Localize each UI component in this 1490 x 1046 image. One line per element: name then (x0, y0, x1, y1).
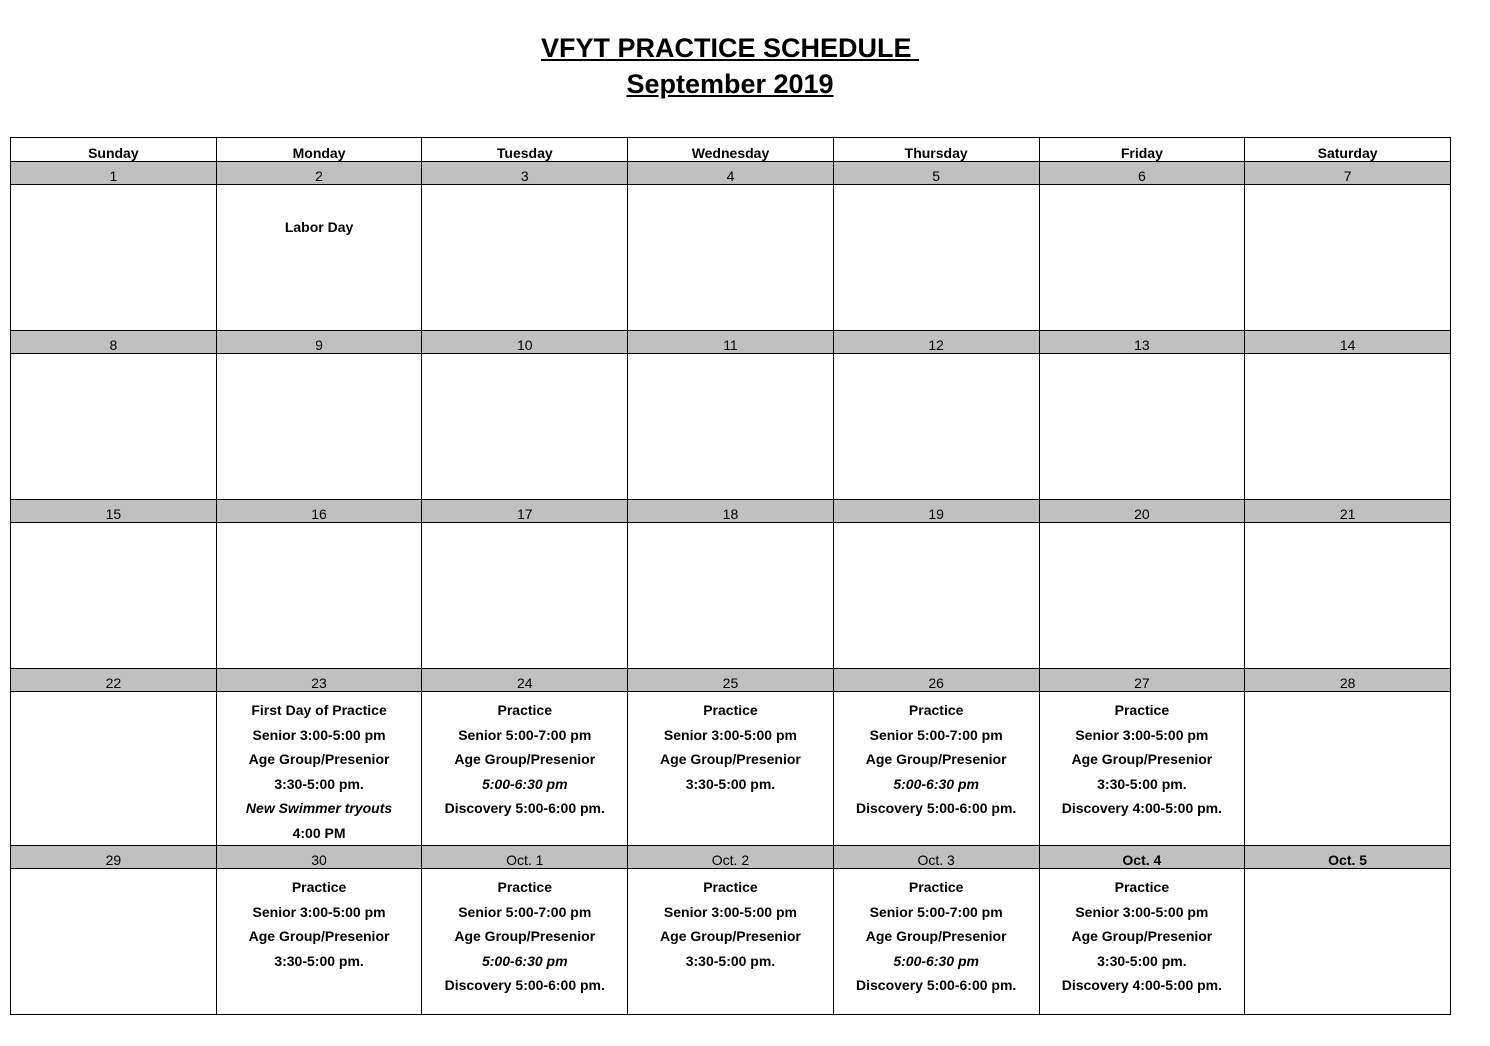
event-line: Senior 5:00-7:00 pm (458, 903, 592, 920)
day-events (11, 523, 216, 529)
day-content-row (11, 354, 1451, 500)
day-events (1040, 185, 1245, 191)
event-line: 5:00-6:30 pm (481, 952, 568, 969)
day-cell (422, 692, 628, 846)
date-number: 29 (11, 846, 217, 869)
event-line: Discovery 5:00-6:00 pm. (856, 977, 1017, 993)
date-number: 9 (216, 331, 422, 354)
event-line: Age Group/Presenior (865, 928, 1007, 944)
date-number: 8 (11, 331, 217, 354)
event-line: Age Group/Presenior (1071, 928, 1213, 944)
day-events (217, 354, 422, 360)
event-line: Senior 3:00-5:00 pm (1075, 726, 1209, 743)
day-events (834, 692, 1039, 821)
day-cell (628, 869, 834, 1015)
day-events (1245, 869, 1450, 875)
day-cell (833, 185, 1039, 331)
event-line: 3:30-5:00 pm. (685, 775, 776, 792)
date-number: 21 (1245, 500, 1451, 523)
event-line: 3:30-5:00 pm. (685, 952, 776, 969)
day-events (11, 692, 216, 698)
day-events (422, 869, 627, 998)
day-cell (422, 185, 628, 331)
event-line: Senior 3:00-5:00 pm (252, 903, 386, 920)
date-number: 19 (833, 500, 1039, 523)
date-number: Oct. 3 (833, 846, 1039, 869)
day-cell (1245, 523, 1451, 669)
day-cell (216, 354, 422, 500)
day-cell (11, 523, 217, 669)
day-cell (1245, 185, 1451, 331)
date-number: 2 (216, 162, 422, 185)
date-number: 26 (833, 669, 1039, 692)
page-subtitle: September 2019 (626, 69, 834, 99)
weekday-friday: Friday (1039, 138, 1245, 162)
day-events (628, 354, 833, 360)
date-number: 20 (1039, 500, 1245, 523)
date-number: Oct. 4 (1039, 846, 1245, 869)
date-number: 22 (11, 669, 217, 692)
day-events (11, 354, 216, 360)
day-events (834, 523, 1039, 529)
event-line: Age Group/Presenior (454, 928, 596, 944)
day-events (628, 185, 833, 191)
date-number: 28 (1245, 669, 1451, 692)
day-cell (11, 869, 217, 1015)
weekday-sunday: Sunday (11, 138, 217, 162)
event-line: 3:30-5:00 pm. (274, 775, 364, 792)
event-line: Senior 3:00-5:00 pm (252, 726, 386, 743)
day-cell (833, 354, 1039, 500)
weekday-monday: Monday (216, 138, 422, 162)
day-cell (11, 354, 217, 500)
date-number: 16 (216, 500, 422, 523)
date-number: 27 (1039, 669, 1245, 692)
event-line: 5:00-6:30 pm (893, 775, 979, 792)
event-line: Practice (908, 702, 964, 718)
date-number: Oct. 5 (1245, 846, 1451, 869)
date-row (11, 500, 1451, 523)
event-line: First Day of Practice (251, 702, 387, 718)
day-events (834, 185, 1039, 191)
event-line: Age Group/Presenior (660, 928, 801, 944)
day-events (217, 869, 422, 973)
weekday-saturday: Saturday (1245, 138, 1451, 162)
day-events (422, 692, 627, 821)
day-content-row (11, 523, 1451, 669)
date-number: 24 (422, 669, 628, 692)
event-line: Senior 5:00-7:00 pm (458, 726, 592, 743)
day-content-row (11, 692, 1451, 846)
event-line: 5:00-6:30 pm (893, 952, 979, 969)
day-events (217, 185, 422, 240)
day-events (217, 523, 422, 529)
date-row (11, 846, 1451, 869)
date-number: 3 (422, 162, 628, 185)
event-line: Senior 5:00-7:00 pm (869, 903, 1003, 920)
event-line: Practice (291, 879, 347, 895)
event-line: Age Group/Presenior (660, 751, 801, 767)
day-cell (628, 523, 834, 669)
page-title: VFYT PRACTICE SCHEDULE (540, 33, 920, 63)
event-line: Discovery 4:00-5:00 pm. (1061, 800, 1223, 816)
day-events (628, 869, 833, 973)
day-cell (1245, 692, 1451, 846)
day-cell (833, 692, 1039, 846)
day-events (628, 523, 833, 529)
event-line: Discovery 4:00-5:00 pm. (1061, 977, 1223, 993)
date-number: 6 (1039, 162, 1245, 185)
date-number: 12 (833, 331, 1039, 354)
event-line: Labor Day (284, 219, 354, 235)
day-cell (422, 523, 628, 669)
day-events (1245, 692, 1450, 698)
day-cell (1039, 869, 1245, 1015)
day-cell (628, 354, 834, 500)
day-events (834, 354, 1039, 360)
event-line: 3:30-5:00 pm. (274, 952, 364, 969)
event-line: Practice (703, 702, 758, 718)
date-number: 13 (1039, 331, 1245, 354)
day-cell (216, 185, 422, 331)
event-line: Practice (703, 879, 758, 895)
day-cell (1245, 869, 1451, 1015)
event-line: Age Group/Presenior (1071, 751, 1213, 767)
weekday-tuesday: Tuesday (422, 138, 628, 162)
calendar-body (11, 162, 1451, 1015)
event-line: Senior 3:00-5:00 pm (663, 726, 797, 743)
weekday-wednesday: Wednesday (628, 138, 834, 162)
event-line: Senior 3:00-5:00 pm (663, 903, 797, 920)
day-cell (1245, 354, 1451, 500)
event-line: Age Group/Presenior (248, 928, 390, 944)
day-cell (628, 185, 834, 331)
day-cell (11, 692, 217, 846)
date-row (11, 162, 1451, 185)
date-number: 23 (216, 669, 422, 692)
event-line: Practice (497, 879, 552, 895)
event-line: Practice (1114, 879, 1170, 895)
date-number: 4 (628, 162, 834, 185)
date-number: 14 (1245, 331, 1451, 354)
day-events (834, 869, 1039, 998)
header (0, 30, 1460, 102)
day-cell (1039, 523, 1245, 669)
date-row (11, 331, 1451, 354)
day-events (1040, 692, 1245, 821)
date-number: 15 (11, 500, 217, 523)
event-line: Discovery 5:00-6:00 pm. (444, 977, 605, 993)
day-events (422, 185, 627, 191)
day-cell (833, 869, 1039, 1015)
date-number: 11 (628, 331, 834, 354)
day-events (1040, 523, 1245, 529)
event-line: 3:30-5:00 pm. (1097, 952, 1187, 969)
event-line: 5:00-6:30 pm (481, 775, 568, 792)
calendar-table (10, 137, 1451, 1015)
event-line: New Swimmer tryouts (245, 800, 393, 816)
day-cell (11, 185, 217, 331)
date-number: 10 (422, 331, 628, 354)
weekday-row (11, 138, 1451, 162)
day-cell (216, 692, 422, 846)
date-number: 18 (628, 500, 834, 523)
day-events (11, 869, 216, 875)
day-events (1040, 354, 1245, 360)
date-number: 25 (628, 669, 834, 692)
date-number: Oct. 2 (628, 846, 834, 869)
event-line: Senior 5:00-7:00 pm (869, 726, 1003, 743)
event-line: Age Group/Presenior (454, 751, 596, 767)
event-line: 4:00 PM (292, 824, 346, 841)
event-line: Senior 3:00-5:00 pm (1075, 903, 1209, 920)
day-cell (216, 869, 422, 1015)
day-cell (1039, 692, 1245, 846)
day-events (1040, 869, 1245, 998)
day-content-row (11, 185, 1451, 331)
day-events (422, 523, 627, 529)
day-cell (1039, 185, 1245, 331)
event-line: Practice (908, 879, 964, 895)
day-events (1245, 354, 1450, 360)
day-cell (1039, 354, 1245, 500)
date-number: Oct. 1 (422, 846, 628, 869)
day-cell (833, 523, 1039, 669)
event-line: Age Group/Presenior (865, 751, 1007, 767)
day-events (217, 692, 422, 845)
date-number: 1 (11, 162, 217, 185)
event-line: Discovery 5:00-6:00 pm. (444, 800, 605, 816)
weekday-thursday: Thursday (833, 138, 1039, 162)
day-content-row (11, 869, 1451, 1015)
date-number: 5 (833, 162, 1039, 185)
date-row (11, 669, 1451, 692)
day-events (628, 692, 833, 796)
event-line: Discovery 5:00-6:00 pm. (856, 800, 1017, 816)
event-line: Practice (1114, 702, 1170, 718)
day-events (1245, 523, 1450, 529)
day-events (11, 185, 216, 191)
day-cell (628, 692, 834, 846)
date-number: 7 (1245, 162, 1451, 185)
weekday-header (11, 138, 1451, 162)
date-number: 30 (216, 846, 422, 869)
day-cell (422, 869, 628, 1015)
event-line: Practice (497, 702, 552, 718)
day-events (422, 354, 627, 360)
date-number: 17 (422, 500, 628, 523)
day-cell (422, 354, 628, 500)
day-events (1245, 185, 1450, 191)
day-cell (216, 523, 422, 669)
event-line: 3:30-5:00 pm. (1097, 775, 1187, 792)
event-line: Age Group/Presenior (248, 751, 390, 767)
